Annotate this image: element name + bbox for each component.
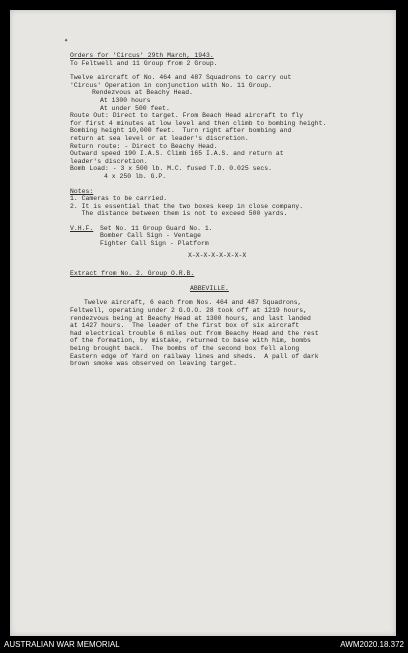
pencil-mark: ✦ <box>64 37 69 45</box>
report-line: brown smoke was observed on leaving target. <box>70 360 238 368</box>
report-line: of the formation, by mistake, returned to base with him, bombs <box>70 337 311 345</box>
spacer <box>70 218 390 225</box>
separator: X-X-X-X-X-X-X-X <box>188 251 247 259</box>
route-line: leader's discretion. <box>70 157 148 165</box>
spacer <box>70 278 390 285</box>
location-heading: ABBEVILLE. <box>190 284 229 292</box>
report-line: being brought back. The bombs of the second box fell along <box>70 345 300 352</box>
spacer <box>70 292 390 299</box>
document-subtitle: To Feltwell and 11 Group from 2 Group. <box>70 59 218 67</box>
vhf-label: V.H.F. <box>70 224 94 232</box>
rendezvous-line: Rendezvous at Beachy Head. <box>92 89 194 97</box>
vhf-line: Set No. 11 Group Guard No. 1. <box>100 224 213 232</box>
rendezvous-time: At 1300 hours <box>100 96 151 104</box>
document-title: Orders for 'Circus' 29th March, 1943. <box>70 52 214 59</box>
body-line: Twelve aircraft of No. 464 and 487 Squadrons to carry out <box>70 74 292 82</box>
route-line: Outward speed 190 I.A.S. Climb 165 I.A.S. and return at <box>70 150 284 158</box>
vhf-block <box>70 225 390 248</box>
route-line: for first 4 minutes at low level and then climb to bombing height. <box>70 119 327 127</box>
report-line: Twelve aircraft, 6 each from Nos. 464 and 487 Squadrons, <box>84 299 302 307</box>
route-line: Return route: - Direct to Beachy Head. <box>70 142 218 150</box>
route-line: return at sea level or at leader's discretion. <box>70 134 249 142</box>
report-line: had electrical trouble 6 miles out from Beachy Head and the rest <box>70 329 319 337</box>
spacer <box>70 67 390 74</box>
vhf-line: Fighter Call Sign - Platform <box>100 240 209 248</box>
note-item: 1. Cameras to be carried. <box>70 195 168 203</box>
footer-bar <box>0 636 408 653</box>
route-line: Bombing height 10,000 feet. Turn right after bombing and <box>70 127 292 135</box>
note-item: The distance between them is not to exceed 500 yards. <box>70 210 288 218</box>
document-page <box>10 10 396 636</box>
report-line: at 1427 hours. The leader of the first box of six aircraft <box>70 322 300 330</box>
report-line: Eastern edge of Yard on railway lines and sheds. A pall of dark <box>70 352 319 360</box>
spacer <box>70 181 390 188</box>
spacer <box>70 259 390 266</box>
rendezvous-height: At under 500 feet. <box>100 104 170 112</box>
report-line: Feltwell, operating under 2 G.O.O. 28 took off at 1219 hours, <box>70 307 307 315</box>
extract-heading: Extract from No. 2. Group O.R.B. <box>70 270 195 278</box>
vhf-line: Bomber Call Sign - Ventage <box>100 232 202 240</box>
bomb-load-line-2: 4 x 250 lb. G.P. <box>104 172 167 180</box>
bomb-load-line: Bomb Load: - 3 x 500 lb. M.C. fused T.D. 0.025 secs. <box>70 165 273 173</box>
report-line: rendezvous being at Beachy Head at 1300 hours, and last landed <box>70 314 311 322</box>
footer-accession-number: AWM2020.18.372 <box>340 640 404 649</box>
notes-heading: Notes: <box>70 187 94 195</box>
note-item: 2. It is essential that the two boxes keep in close company. <box>70 202 304 210</box>
route-line: Route Out: Direct to target. From Beach Head aircraft to fly <box>70 112 304 120</box>
footer-source: AUSTRALIAN WAR MEMORIAL <box>4 640 120 649</box>
body-line: 'Circus' Operation in conjunction with No. 11 Group. <box>70 81 273 89</box>
document-body <box>70 52 390 368</box>
